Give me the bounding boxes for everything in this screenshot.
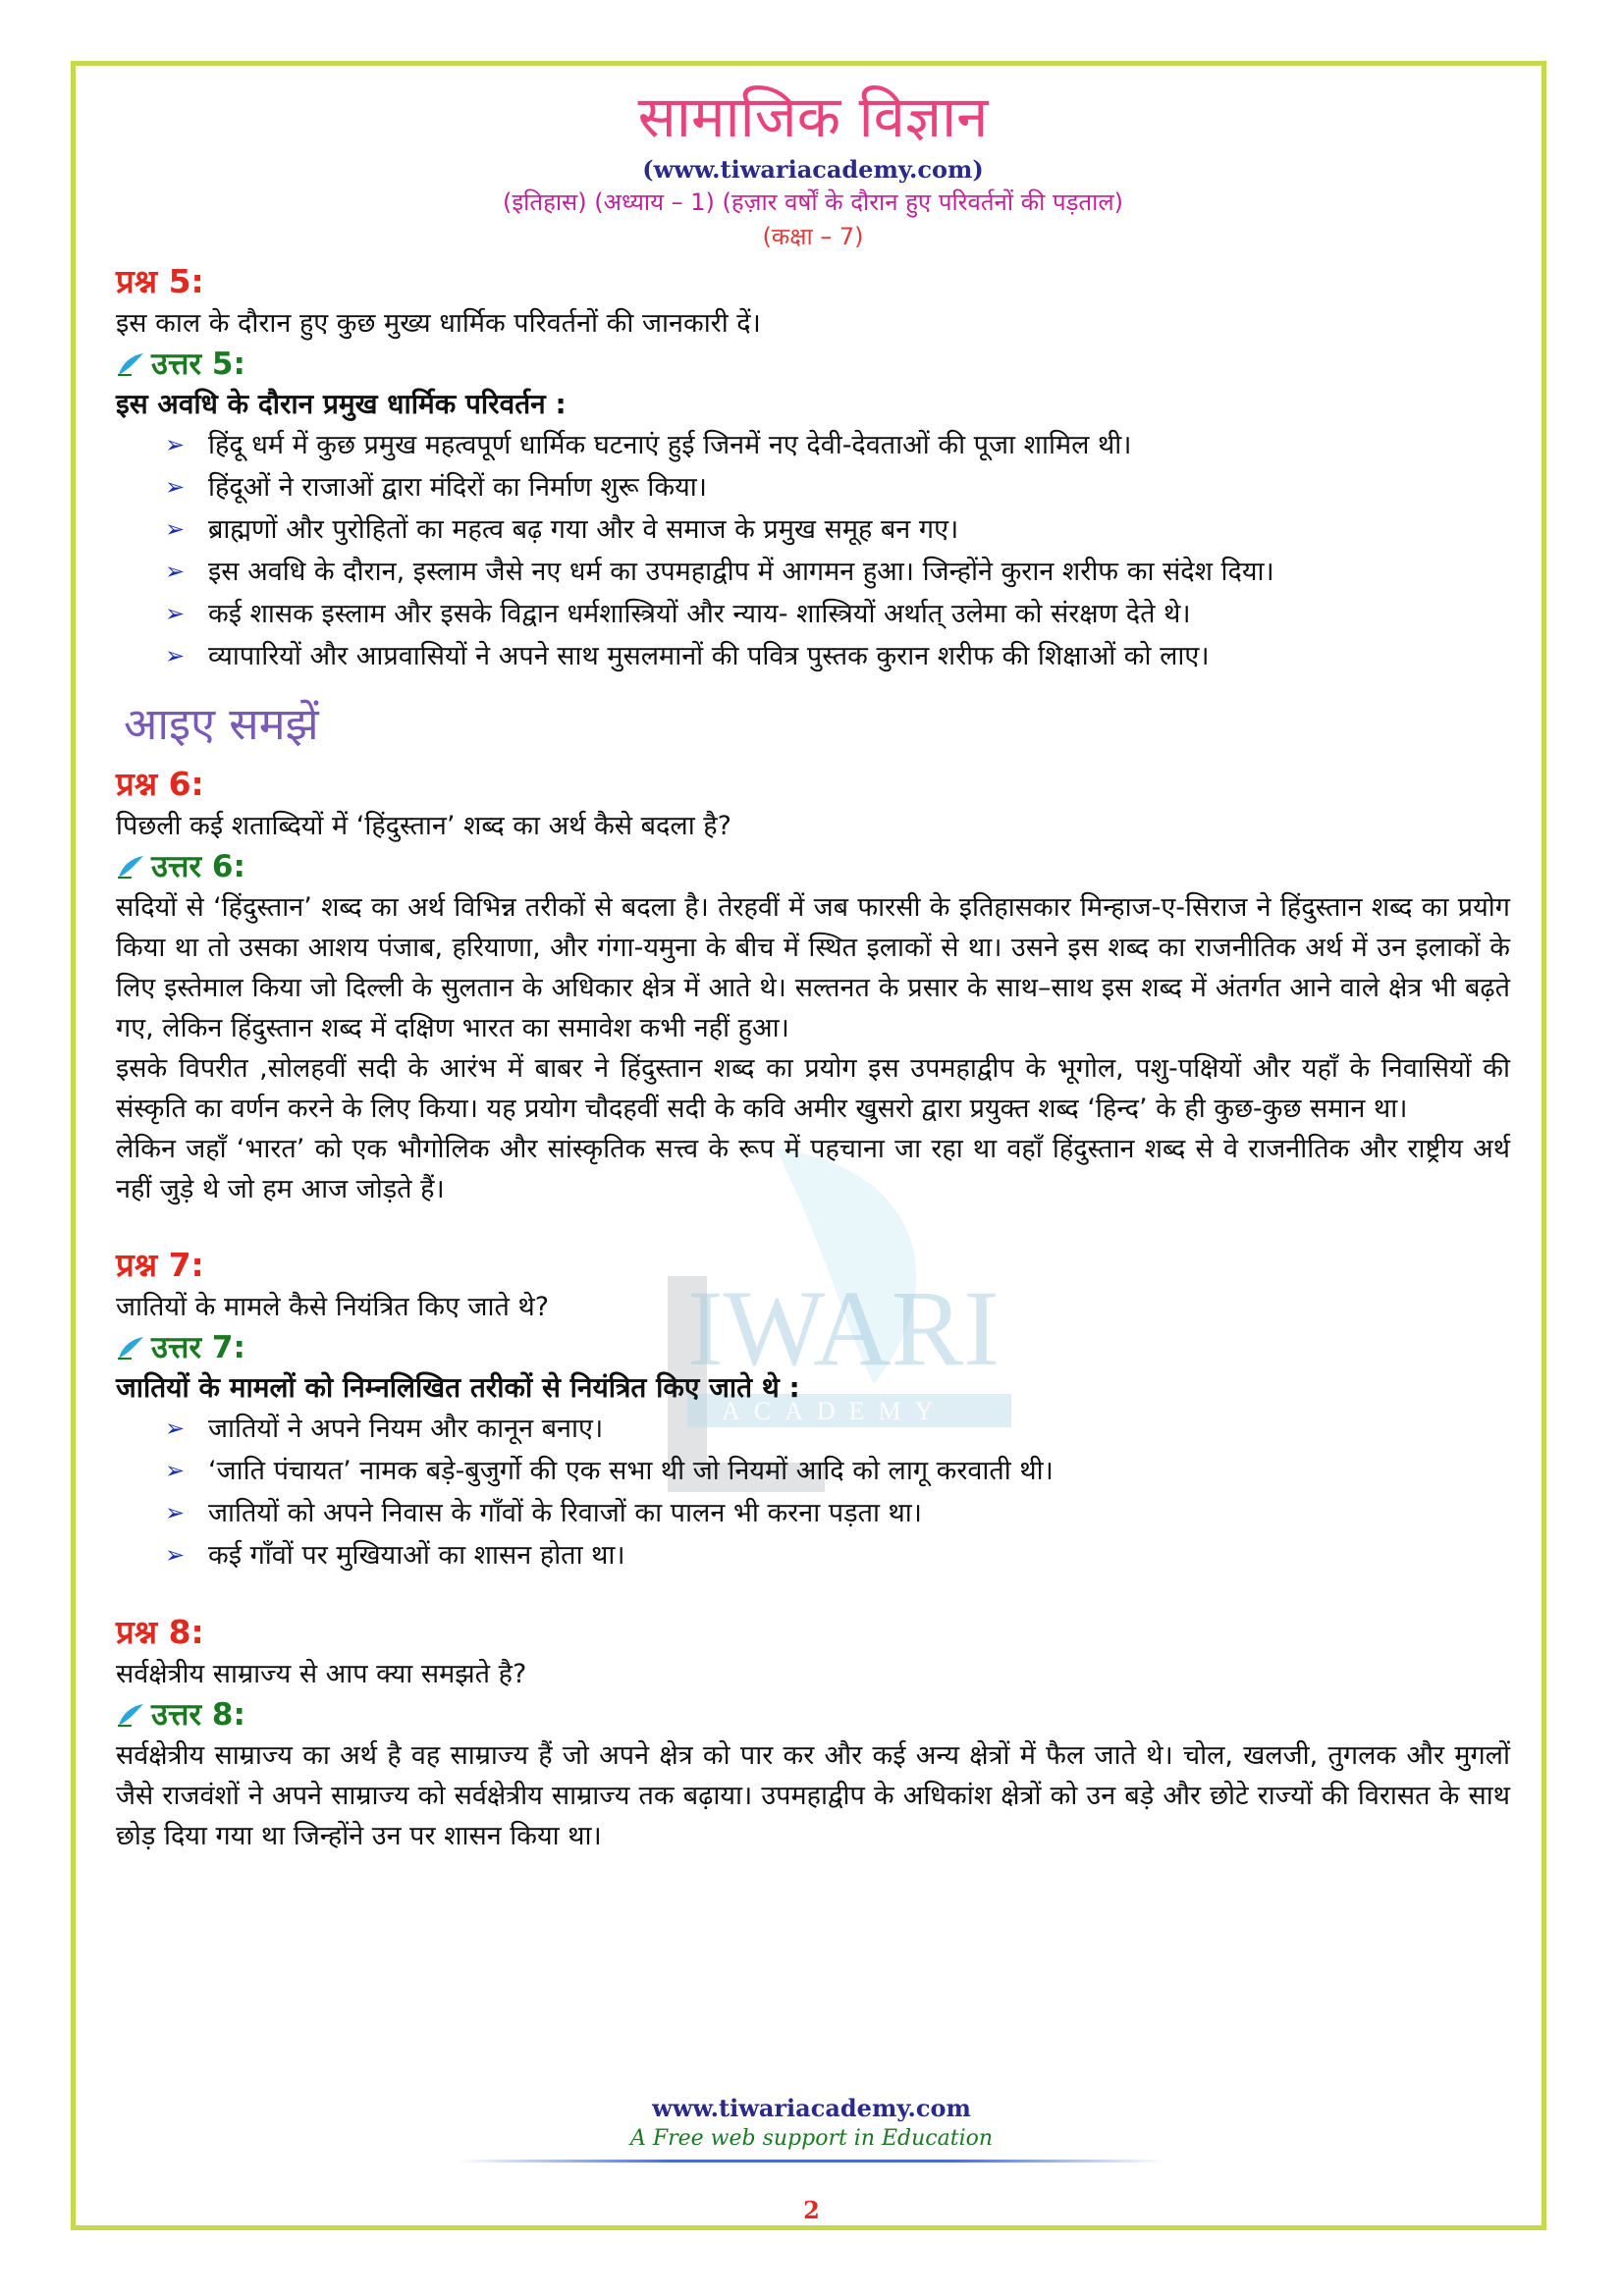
list-item: ➢ कई शासक इस्लाम और इसके विद्वान धर्मशास्त्रियों और न्याय- शास्त्रियों अर्थात् उलेमा को संरक्षण देते थे। xyxy=(165,593,1510,635)
answer-label: उत्तर 8: xyxy=(151,1697,245,1733)
question-text: पिछली कई शताब्दियों में ‘हिंदुस्तान’ शब्द का अर्थ कैसे बदला है? xyxy=(116,811,731,841)
answer-label-row xyxy=(116,1327,1510,1368)
quill-pen-icon xyxy=(116,1335,145,1361)
answer-label-row xyxy=(116,1694,1510,1735)
page-header xyxy=(116,79,1510,253)
list-item: ➢ हिंदूओं ने राजाओं द्वारा मंदिरों का निर्माण शुरू किया। xyxy=(165,466,1510,508)
question-label: प्रश्न 6: xyxy=(116,765,204,803)
class-line: (कक्षा – 7) xyxy=(762,223,864,250)
section-title: आइए समझें xyxy=(124,698,319,750)
page-footer xyxy=(0,2093,1623,2224)
list-item: ➢ ‘जाति पंचायत’ नामक बड़े-बुजुर्गो की एक सभा थी जो नियमों आदि को लागू करवाती थी। xyxy=(165,1450,1510,1492)
list-item: ➢ ब्राह्मणों और पुरोहितों का महत्व बढ़ गया और वे समाज के प्रमुख समूह बन गए। xyxy=(165,508,1510,551)
footer-tagline: A Free web support in Education xyxy=(629,2126,994,2151)
watermark-text: IWARI xyxy=(687,1268,1000,1388)
question-text: सर्वक्षेत्रीय साम्राज्य से आप क्या समझते है? xyxy=(116,1659,527,1689)
question-text: इस काल के दौरान हुए कुछ मुख्य धार्मिक परिवर्तनों की जानकारी दें। xyxy=(116,308,761,339)
answer-label-row xyxy=(116,846,1510,887)
quill-pen-icon xyxy=(116,854,145,880)
question-label: प्रश्न 5: xyxy=(116,262,204,300)
answer-label: उत्तर 7: xyxy=(151,1330,245,1365)
answer-paragraph: लेकिन जहाँ ‘भारत’ को एक भौगोलिक और सांस्कृतिक सत्त्व के रूप में पहचाना जा रहा था वहाँ हिंदुस्तान शब्द से वे राजनीतिक और राष्ट्रीय अर्थ नहीं जुड़े थे जो हम आज जोड़ते हैं। xyxy=(116,1134,1510,1204)
answer-paragraph: सदियों से ‘हिंदुस्तान’ शब्द का अर्थ विभिन्न तरीकों से बदला है। तेरहवीं में जब फारसी के इतिहासकार मिन्हाज-ए-सिराज ने हिंदुस्तान शब्द का प्रयोग किया था तो उसका आशय पंजाब, हरियाणा, और गंगा-यमुना के बीच में स्थित इलाकों से था। उसने इस शब्द का राजनीतिक अर्थ में उन इलाकों के लिए इस्तेमाल किया जो दिल्ली के सुलतान के अधिकार क्षेत्र में आते थे। सल्तनत के प्रसार के साथ–साथ इस शब्द में अंतर्गत आने वाले क्षेत्र भी बढ़ते गए, लेकिन हिंदुस्तान शब्द में दक्षिण भारत का समावेश कभी नहीं हुआ। xyxy=(116,892,1510,1043)
answer-heading: इस अवधि के दौरान प्रमुख धार्मिक परिवर्तन : xyxy=(116,388,567,420)
list-item: ➢ जातियों ने अपने नियम और कानून बनाए। xyxy=(165,1408,1510,1450)
answer-label: उत्तर 5: xyxy=(151,347,245,382)
question-5 xyxy=(116,259,1510,677)
footer-website-link[interactable]: www.tiwariacademy.com xyxy=(652,2094,971,2122)
question-text: जातियों के मामले कैसे नियंत्रित किए जाते थे? xyxy=(116,1292,550,1322)
answer-label: उत्तर 6: xyxy=(151,849,245,884)
answer-paragraph: इसके विपरीत ,सोलहवीं सदी के आरंभ में बाबर ने हिंदुस्तान शब्द का प्रयोग इस उपमहाद्वीप के भूगोल, पशु-पक्षियों और यहाँ के निवासियों की संस्कृति का वर्णन करने के लिए किया। यह प्रयोग चौदहवीं सदी के कवि अमीर खुसरो द्वारा प्रयुक्त शब्द ‘हिन्द’ के ही कुछ-कुछ समान था। xyxy=(116,1053,1510,1124)
subject-line: (इतिहास) (अध्याय – 1) (हज़ार वर्षों के दौरान हुए परिवर्तनों की पड़ताल) xyxy=(503,188,1123,216)
page-number: 2 xyxy=(803,2196,820,2224)
watermark-subtext: ACADEMY xyxy=(722,1397,947,1425)
list-item: ➢ हिंदू धर्म में कुछ प्रमुख महत्वपूर्ण धार्मिक घटनाएं हुई जिनमें नए देवी-देवताओं की पूजा शामिल थी। xyxy=(165,424,1510,466)
list-item: ➢ व्यापारियों और आप्रवासियों ने अपने साथ मुसलमानों की पवित्र पुस्तक कुरान शरीफ की शिक्षाओं को लाए। xyxy=(165,635,1510,677)
answer-points xyxy=(116,1408,1510,1576)
question-label: प्रश्न 7: xyxy=(116,1246,204,1284)
question-8 xyxy=(116,1610,1510,1856)
list-item: ➢ इस अवधि के दौरान, इस्लाम जैसे नए धर्म का उपमहाद्वीप में आगमन हुआ। जिन्होंने कुरान शरीफ का संदेश दिया। xyxy=(165,551,1510,593)
question-label: प्रश्न 8: xyxy=(116,1613,204,1651)
footer-divider xyxy=(459,2160,1165,2163)
list-item: ➢ जातियों को अपने निवास के गाँवों के रिवाजों का पालन भी करना पड़ता था। xyxy=(165,1492,1510,1534)
page-title: सामाजिक विज्ञान xyxy=(637,83,989,150)
header-website: (www.tiwariacademy.com) xyxy=(642,155,984,184)
question-6 xyxy=(116,762,1510,1209)
answer-label-row xyxy=(116,344,1510,385)
quill-pen-icon xyxy=(116,351,145,377)
quill-pen-icon xyxy=(116,1702,145,1728)
answer-paragraph: सर्वक्षेत्रीय साम्राज्य का अर्थ है वह साम्राज्य हैं जो अपने क्षेत्र को पार कर और कई अन्य क्षेत्रों में फैल जाते थे। चोल, खलजी, तुगलक और मुगलों जैसे राजवंशों ने अपने साम्राज्य को सर्वक्षेत्रीय साम्राज्य तक बढ़ाया। उपमहाद्वीप के अधिकांश क्षेत्रों को उन बड़े और छोटे राज्यों की विरासत के साथ छोड़ दिया गया था जिन्होंने उन पर शासन किया था। xyxy=(116,1740,1510,1851)
question-7 xyxy=(116,1243,1510,1576)
answer-points xyxy=(116,424,1510,677)
page-content xyxy=(116,79,1510,1856)
list-item: ➢ कई गाँवों पर मुखियाओं का शासन होता था। xyxy=(165,1534,1510,1576)
answer-heading: जातियों के मामलों को निम्नलिखित तरीकों से नियंत्रित किए जाते थे : xyxy=(116,1371,800,1404)
